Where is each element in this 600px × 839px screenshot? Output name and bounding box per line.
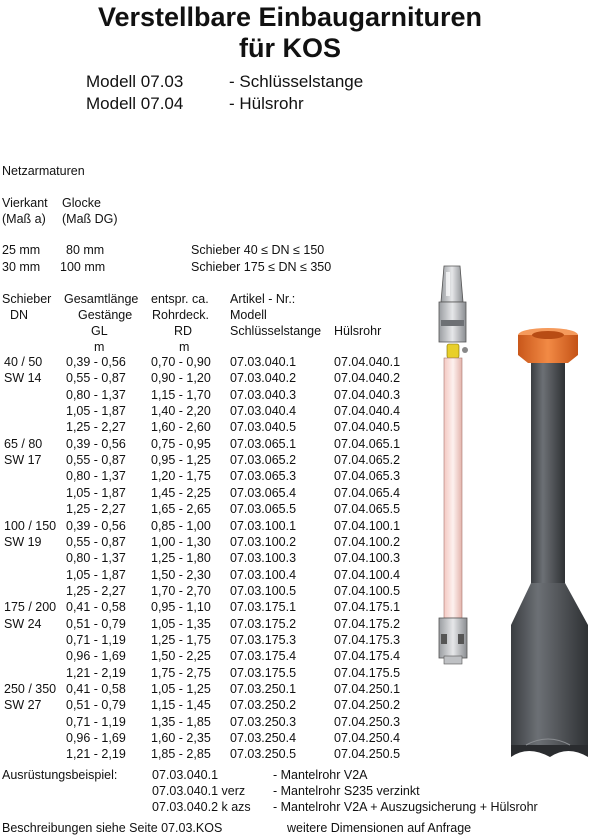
cell-article-huelsrohr: 07.04.175.3 [334, 632, 401, 647]
cell-rd: 1,70 - 2,70 [151, 583, 211, 598]
cell-gl: 0,41 - 0,58 [66, 682, 126, 696]
cell-dn: 65 / 80 [4, 436, 43, 451]
cell-article-schluesselstange: 07.03.100.5 [230, 583, 297, 598]
model-desc-2: - Hülsrohr [229, 94, 304, 113]
header-entspr: entspr. ca. [151, 292, 209, 306]
cell-article-schluesselstange: 07.03.040.4 [230, 404, 297, 419]
cell-rd: 1,15 - 1,70 [151, 387, 211, 402]
cell-article-huelsrohr: 07.04.065.5 [334, 502, 401, 517]
cell-gl: 0,41 - 0,58 [66, 600, 126, 615]
section-title: Netzarmaturen [2, 164, 85, 178]
cell-rd: 1,05 - 1,25 [151, 682, 211, 696]
cell-gl: 0,80 - 1,37 [66, 469, 126, 484]
example-code-1: 07.03.040.1 [152, 768, 219, 782]
cell-article-huelsrohr: 07.04.175.1 [334, 600, 401, 615]
cell-rd: 1,20 - 1,75 [151, 469, 211, 484]
cell-article-huelsrohr: 07.04.175.5 [334, 665, 401, 680]
cell-rd: 1,75 - 2,75 [151, 665, 211, 680]
cell-article-schluesselstange: 07.03.175.3 [230, 632, 297, 647]
example-code-3: 07.03.040.2 k azs [152, 800, 251, 814]
cell-gl: 0,55 - 0,87 [66, 371, 126, 386]
cell-rd: 1,60 - 2,35 [151, 731, 211, 746]
cell-gl: 0,51 - 0,79 [66, 698, 126, 713]
header-dn: DN [10, 308, 29, 322]
cell-gl: 0,80 - 1,37 [66, 387, 126, 402]
glocke-label: Glocke [62, 196, 101, 210]
cell-rd: 0,90 - 1,20 [151, 371, 211, 386]
cell-rd: 1,25 - 1,75 [151, 632, 211, 647]
cell-article-schluesselstange: 07.03.065.3 [230, 469, 297, 484]
cell-gl: 0,51 - 0,79 [66, 616, 126, 631]
cell-rd: 0,95 - 1,25 [151, 453, 211, 468]
cell-article-schluesselstange: 07.03.175.5 [230, 665, 297, 680]
cell-article-schluesselstange: 07.03.065.2 [230, 453, 297, 468]
cell-article-huelsrohr: 07.04.100.3 [334, 551, 401, 566]
cell-article-huelsrohr: 07.04.100.5 [334, 583, 401, 598]
header-schluesselstange: Schlüsselstange [230, 324, 322, 338]
header-modell: Modell [230, 308, 267, 322]
cell-dn: 100 / 150 [4, 518, 57, 533]
cell-article-huelsrohr: 07.04.040.5 [334, 420, 401, 435]
cell-gl: 1,05 - 1,87 [66, 404, 126, 419]
cell-dn: SW 24 [4, 616, 42, 631]
glocke-unit: (Maß DG) [62, 212, 118, 226]
cell-article-huelsrohr: 07.04.250.4 [334, 731, 401, 746]
model-desc-1: - Schlüsselstange [229, 72, 364, 91]
cell-rd: 1,00 - 1,30 [151, 534, 211, 549]
cell-gl: 0,71 - 1,19 [66, 632, 126, 647]
cell-rd: 1,25 - 1,80 [151, 551, 211, 566]
cell-gl: 0,80 - 1,37 [66, 551, 126, 566]
example-desc-3: - Mantelrohr V2A + Auszugsicherung + Hülsrohr [273, 800, 538, 814]
vierkant-unit: (Maß a) [2, 212, 46, 226]
vierkant-value-1: 25 mm [2, 243, 41, 257]
cell-article-schluesselstange: 07.03.250.4 [230, 731, 297, 746]
footer-description-ref: Beschreibungen siehe Seite 07.03.KOS [2, 821, 223, 835]
cell-rd: 0,70 - 0,90 [151, 355, 211, 369]
cell-rd: 1,60 - 2,60 [151, 420, 211, 435]
header-rd: RD [174, 324, 193, 338]
cell-gl: 0,55 - 0,87 [66, 453, 126, 468]
cell-gl: 0,71 - 1,19 [66, 714, 126, 729]
example-code-2: 07.03.040.1 verz [152, 784, 246, 798]
header-huelsrohr: Hülsrohr [334, 324, 382, 338]
cell-rd: 1,35 - 1,85 [151, 714, 211, 729]
cell-gl: 1,25 - 2,27 [66, 420, 126, 435]
cell-article-huelsrohr: 07.04.175.2 [334, 616, 401, 631]
cell-rd: 1,50 - 2,25 [151, 649, 211, 664]
cell-article-huelsrohr: 07.04.040.1 [334, 355, 401, 369]
glocke-value-1: 80 mm [66, 243, 105, 257]
example-desc-1: - Mantelrohr V2A [273, 768, 368, 782]
cell-rd: 0,75 - 0,95 [151, 436, 211, 451]
cell-article-huelsrohr: 07.04.250.1 [334, 682, 401, 696]
glocke-value-2: 100 mm [60, 260, 106, 274]
cell-rd: 1,85 - 2,85 [151, 747, 211, 762]
cell-rd: 1,50 - 2,30 [151, 567, 211, 582]
cell-rd: 1,05 - 1,35 [151, 616, 211, 631]
cell-gl: 1,05 - 1,87 [66, 567, 126, 582]
cell-article-huelsrohr: 07.04.040.3 [334, 387, 401, 402]
cell-article-schluesselstange: 07.03.250.5 [230, 747, 297, 762]
title-line-2: für KOS [238, 33, 341, 63]
cell-gl: 0,39 - 0,56 [66, 436, 126, 451]
cell-rd: 1,65 - 2,65 [151, 502, 211, 517]
cell-article-huelsrohr: 07.04.100.4 [334, 567, 401, 582]
cell-gl: 0,96 - 1,69 [66, 649, 126, 664]
cell-article-schluesselstange: 07.03.040.2 [230, 371, 297, 386]
cell-article-schluesselstange: 07.03.250.1 [230, 682, 297, 696]
cell-article-schluesselstange: 07.03.250.3 [230, 714, 297, 729]
cell-dn: 250 / 350 [4, 682, 57, 696]
header-gl-unit: m [94, 340, 105, 354]
cell-rd: 0,95 - 1,10 [151, 600, 211, 615]
header-rd-unit: m [179, 340, 190, 354]
cell-article-huelsrohr: 07.04.250.2 [334, 698, 401, 713]
cell-dn: SW 19 [4, 534, 42, 549]
cell-article-schluesselstange: 07.03.065.5 [230, 502, 297, 517]
cell-dn: SW 14 [4, 371, 42, 386]
cell-article-huelsrohr: 07.04.065.4 [334, 485, 401, 500]
cell-gl: 0,39 - 0,56 [66, 518, 126, 533]
cell-rd: 0,85 - 1,00 [151, 518, 211, 533]
vierkant-label: Vierkant [2, 196, 48, 210]
cell-article-huelsrohr: 07.04.250.5 [334, 747, 401, 762]
header-gl: GL [91, 324, 108, 338]
cell-rd: 1,45 - 2,25 [151, 485, 211, 500]
cell-gl: 1,25 - 2,27 [66, 583, 126, 598]
model-name-2: Modell 07.04 [86, 94, 184, 113]
cell-article-schluesselstange: 07.03.065.4 [230, 485, 297, 500]
model-name-1: Modell 07.03 [86, 72, 184, 91]
cell-gl: 1,21 - 2,19 [66, 665, 126, 680]
cell-gl: 0,55 - 0,87 [66, 534, 126, 549]
cell-dn: 40 / 50 [4, 355, 43, 369]
cell-article-huelsrohr: 07.04.065.3 [334, 469, 401, 484]
cell-article-schluesselstange: 07.03.065.1 [230, 436, 297, 451]
header-rohrdeck: Rohrdeck. [152, 308, 209, 322]
cell-rd: 1,40 - 2,20 [151, 404, 211, 419]
example-label: Ausrüstungsbeispiel: [2, 768, 118, 782]
cell-article-schluesselstange: 07.03.100.4 [230, 567, 297, 582]
cell-gl: 0,39 - 0,56 [66, 355, 126, 369]
cell-gl: 1,21 - 2,19 [66, 747, 126, 762]
cell-rd: 1,15 - 1,45 [151, 698, 211, 713]
cell-article-huelsrohr: 07.04.065.2 [334, 453, 401, 468]
header-schieber: Schieber [2, 292, 52, 306]
cell-article-schluesselstange: 07.03.100.2 [230, 534, 297, 549]
cell-gl: 1,25 - 2,27 [66, 502, 126, 517]
header-gestaenge: Gestänge [78, 308, 133, 322]
sleeve-tube-illustration [508, 325, 598, 760]
cell-gl: 0,96 - 1,69 [66, 731, 126, 746]
cell-article-schluesselstange: 07.03.040.3 [230, 387, 297, 402]
cell-article-schluesselstange: 07.03.100.3 [230, 551, 297, 566]
header-artikel: Artikel - Nr.: [230, 292, 296, 306]
schieber-range-2: Schieber 175 ≤ DN ≤ 350 [191, 260, 332, 274]
cell-article-schluesselstange: 07.03.175.4 [230, 649, 297, 664]
cell-article-schluesselstange: 07.03.100.1 [230, 518, 297, 533]
cell-article-schluesselstange: 07.03.040.1 [230, 355, 297, 369]
example-desc-2: - Mantelrohr S235 verzinkt [273, 784, 420, 798]
cell-article-schluesselstange: 07.03.175.2 [230, 616, 297, 631]
cell-article-huelsrohr: 07.04.100.1 [334, 518, 401, 533]
cell-article-schluesselstange: 07.03.175.1 [230, 600, 297, 615]
schieber-range-1: Schieber 40 ≤ DN ≤ 150 [191, 243, 325, 257]
cell-dn: SW 27 [4, 698, 42, 713]
cell-article-schluesselstange: 07.03.040.5 [230, 420, 297, 435]
cell-article-huelsrohr: 07.04.065.1 [334, 436, 401, 451]
footer-dimensions-note: weitere Dimensionen auf Anfrage [287, 821, 472, 835]
cell-gl: 1,05 - 1,87 [66, 485, 126, 500]
key-rod-illustration [430, 262, 480, 667]
cell-article-huelsrohr: 07.04.040.4 [334, 404, 401, 419]
cell-dn: SW 17 [4, 453, 42, 468]
cell-article-huelsrohr: 07.04.100.2 [334, 534, 401, 549]
cell-article-huelsrohr: 07.04.040.2 [334, 371, 401, 386]
cell-dn: 175 / 200 [4, 600, 57, 615]
cell-article-huelsrohr: 07.04.250.3 [334, 714, 401, 729]
header-gesamtlaenge: Gesamtlänge [64, 292, 139, 306]
vierkant-value-2: 30 mm [2, 260, 41, 274]
title-line-1: Verstellbare Einbaugarnituren [97, 2, 483, 32]
cell-article-huelsrohr: 07.04.175.4 [334, 649, 401, 664]
cell-article-schluesselstange: 07.03.250.2 [230, 698, 297, 713]
